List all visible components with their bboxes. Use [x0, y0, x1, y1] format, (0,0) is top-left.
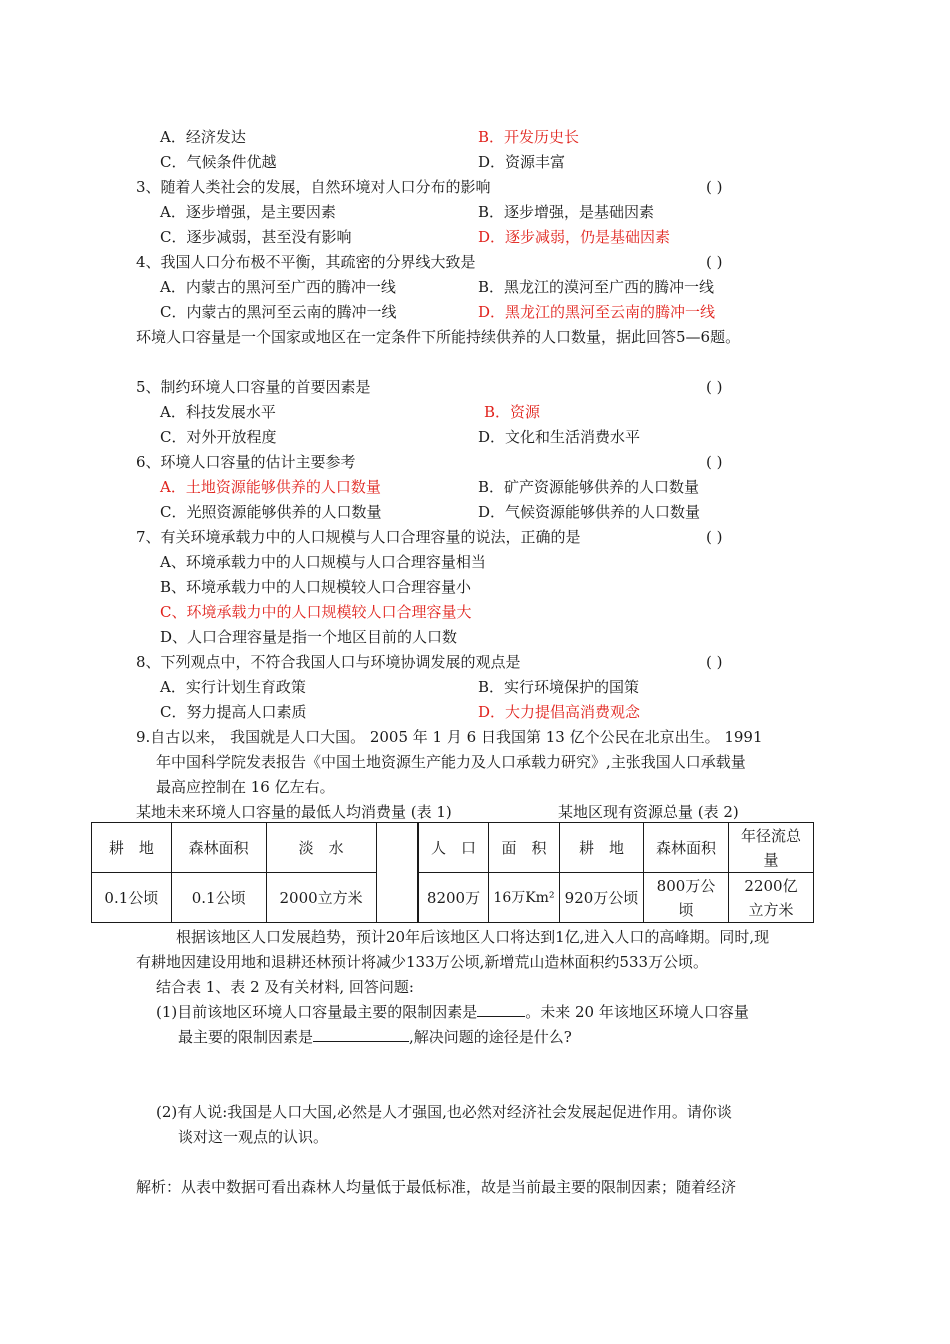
table2-value-cell: 16万Km²: [489, 873, 560, 923]
q9-para-3: 结合表 1、表 2 及有关材料, 回答问题:: [156, 978, 414, 996]
q2-option-c: C．气候条件优越: [160, 153, 277, 171]
q5-option-b-answer: B．资源: [484, 403, 541, 421]
answer-blank-2[interactable]: [313, 1027, 409, 1042]
q2-option-a: A．经济发达: [160, 128, 246, 146]
q5-stem: 5、制约环境人口容量的首要因素是: [136, 378, 371, 396]
q7-answer-paren: ( ): [706, 528, 723, 546]
q8-stem: 8、下列观点中，不符合我国人口与环境协调发展的观点是: [136, 653, 521, 671]
q9-line-3: 最高应控制在 16 亿左右。: [156, 778, 335, 796]
table2-header-cell: 面 积: [489, 823, 560, 873]
table2-value-cell: 920万公顷: [560, 873, 644, 923]
table1-spacer-cell: [376, 873, 417, 923]
q3-option-a: A．逐步增强，是主要因素: [160, 203, 336, 221]
q8-option-c: C．努力提高人口素质: [160, 703, 307, 721]
q9-sub1-text-a: (1)目前该地区环境人口容量最主要的限制因素是: [156, 1003, 478, 1021]
q9-sub1-text-c: 最主要的限制因素是: [178, 1028, 314, 1046]
q7-option-c-answer: C、环境承载力中的人口规模较人口合理容量大: [160, 603, 472, 621]
q9-sub1-text-b: 。未来 20 年该地区环境人口容量: [525, 1003, 749, 1021]
table-1-min-consumption: [91, 822, 418, 923]
q9-line-1: 9.自古以来， 我国就是人口大国。 2005 年 1 月 6 日我国第 13 亿个公民在北京出生。 1991: [136, 728, 763, 746]
q4-option-c: C．内蒙古的黑河至云南的腾冲一线: [160, 303, 397, 321]
q2-option-d: D．资源丰富: [478, 153, 566, 171]
q8-option-a: A．实行计划生育政策: [160, 678, 306, 696]
q5-answer-paren: ( ): [706, 378, 723, 396]
table2-value-cell: 8200万: [419, 873, 489, 923]
q5-option-a: A．科技发展水平: [160, 403, 276, 421]
table1-header-cell: 淡 水: [266, 823, 376, 873]
q7-stem: 7、有关环境承载力中的人口规模与人口合理容量的说法，正确的是: [136, 528, 581, 546]
q6-answer-paren: ( ): [706, 453, 723, 471]
q8-option-d-answer: D．大力提倡高消费观念: [478, 703, 641, 721]
table1-header-cell: 森林面积: [171, 823, 266, 873]
q6-option-b: B．矿产资源能够供养的人口数量: [478, 478, 700, 496]
q4-stem: 4、我国人口分布极不平衡，其疏密的分界线大致是: [136, 253, 476, 271]
q6-option-a-answer: A．土地资源能够供养的人口数量: [160, 478, 381, 496]
table1-value-cell: 0.1公顷: [92, 873, 172, 923]
q9-line-2: 年中国科学院发表报告《中国土地资源生产能力及人口承载力研究》,主张我国人口承载量: [156, 753, 746, 771]
q3-answer-paren: ( ): [706, 178, 723, 196]
table1-value-cell: 2000立方米: [266, 873, 376, 923]
q4-option-b: B．黑龙江的漠河至广西的腾冲一线: [478, 278, 715, 296]
q5-6-intro: 环境人口容量是一个国家或地区在一定条件下所能持续供养的人口数量，据此回答5—6题。: [136, 328, 741, 346]
table2-value-cell: 800万公顷: [644, 873, 729, 923]
q3-option-c: C．逐步减弱，甚至没有影响: [160, 228, 352, 246]
analysis-text: 解析：从表中数据可看出森林人均量低于最低标准，故是当前最主要的限制因素；随着经济: [136, 1178, 737, 1196]
table-2-resource-totals: [418, 822, 814, 923]
table2-header-cell: 人 口: [419, 823, 489, 873]
q9-sub2-line-2: 谈对这一观点的认识。: [178, 1128, 329, 1146]
q2-option-b-answer: B．开发历史长: [478, 128, 580, 146]
q4-answer-paren: ( ): [706, 253, 723, 271]
table2-title: 某地区现有资源总量 (表 2): [558, 803, 739, 821]
table1-title: 某地未来环境人口容量的最低人均消费量 (表 1): [136, 803, 452, 821]
q3-option-b: B．逐步增强，是基础因素: [478, 203, 655, 221]
table1-spacer-cell: [376, 823, 417, 873]
q8-option-b: B．实行环境保护的国策: [478, 678, 640, 696]
q6-option-c: C．光照资源能够供养的人口数量: [160, 503, 382, 521]
q7-option-a: A、环境承载力中的人口规模与人口合理容量相当: [160, 553, 486, 571]
q7-option-d: D、人口合理容量是指一个地区目前的人口数: [160, 628, 458, 646]
table2-header-cell: 耕 地: [560, 823, 644, 873]
q9-sub1-text-d: ,解决问题的途径是什么?: [409, 1028, 572, 1046]
table2-value-cell: 2200亿立方米: [729, 873, 814, 923]
q9-sub2-line-1: (2)有人说:我国是人口大国,必然是人才强国,也必然对经济社会发展起促进作用。请你谈: [156, 1103, 732, 1121]
q4-option-d-answer: D．黑龙江的黑河至云南的腾冲一线: [478, 303, 716, 321]
table2-header-cell: 年径流总量: [729, 823, 814, 873]
table1-header-cell: 耕 地: [92, 823, 172, 873]
q6-stem: 6、环境人口容量的估计主要参考: [136, 453, 356, 471]
q5-option-c: C．对外开放程度: [160, 428, 277, 446]
q4-option-a: A．内蒙古的黑河至广西的腾冲一线: [160, 278, 396, 296]
q6-option-d: D．气候资源能够供养的人口数量: [478, 503, 701, 521]
q9-sub1-line-2: [178, 1027, 572, 1047]
q5-option-d: D．文化和生活消费水平: [478, 428, 641, 446]
answer-blank-1[interactable]: [477, 1002, 525, 1017]
q3-stem: 3、随着人类社会的发展，自然环境对人口分布的影响: [136, 178, 491, 196]
q3-option-d-answer: D．逐步减弱，仍是基础因素: [478, 228, 671, 246]
q9-sub1-line-1: [156, 1002, 749, 1022]
q8-answer-paren: ( ): [706, 653, 723, 671]
q9-para-2: 有耕地因建设用地和退耕还林预计将减少133万公顷,新增荒山造林面积约533万公顷。: [136, 953, 709, 971]
table2-header-cell: 森林面积: [644, 823, 729, 873]
table1-value-cell: 0.1公顷: [171, 873, 266, 923]
q9-para-1: 根据该地区人口发展趋势，预计20年后该地区人口将达到1亿,进入人口的高峰期。同时,现: [176, 928, 770, 946]
q7-option-b: B、环境承载力中的人口规模较人口合理容量小: [160, 578, 472, 596]
